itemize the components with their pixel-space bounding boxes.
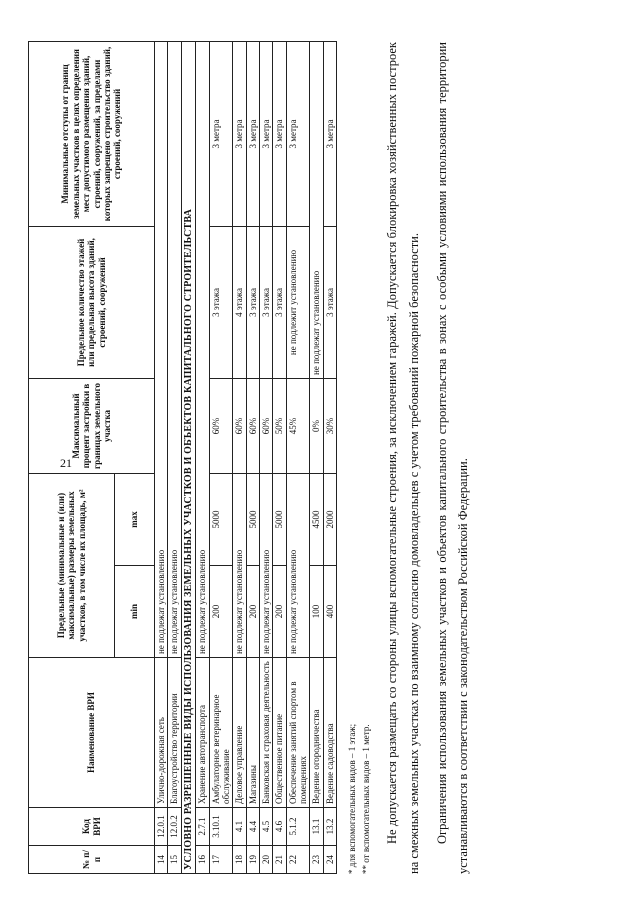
cell-floors: 3 этажа <box>323 226 336 378</box>
cell-code: 13.2 <box>323 808 336 846</box>
cell-code: 4.6 <box>273 808 286 846</box>
cell-num: 23 <box>310 846 323 874</box>
cell-max: 5000 <box>209 473 233 565</box>
cell-max: 2000 <box>323 473 336 565</box>
cell-setback: 3 метра <box>233 41 246 226</box>
cell-code: 5.1.2 <box>286 808 310 846</box>
table-row <box>259 41 272 873</box>
cell-setback: 3 метра <box>286 41 310 226</box>
cell-min: 200 <box>246 566 259 658</box>
cell-coverage: 45% <box>286 378 310 473</box>
cell-floors: 3 этажа <box>209 226 233 378</box>
cell-floors: 3 этажа <box>259 226 272 378</box>
paragraph: Ограничения использования земельных участков и объектов капитального строительства в зонах с особыми условиями использования территории устанавливаются в соответствии с законодательством Российской Федерации. <box>434 42 471 874</box>
cell-coverage: 50% <box>273 378 286 473</box>
table-section-row <box>181 41 196 873</box>
cell-name: Улично-дорожная сеть <box>155 658 168 808</box>
table-header-row <box>29 41 115 873</box>
cell-name: Общественное питание <box>273 658 286 808</box>
cell-num: 19 <box>246 846 259 874</box>
section-title: УСЛОВНО РАЗРЕШЕННЫЕ ВИДЫ ИСПОЛЬЗОВАНИЯ ЗЕМЕЛЬНЫХ УЧАСТКОВ И ОБЪЕКТОВ КАПИТАЛЬНОГО СТРОИТЕЛЬСТВА <box>181 41 196 873</box>
footnotes <box>345 28 374 874</box>
cell-max: 5000 <box>273 473 286 565</box>
cell-span: не подлежат установлению <box>155 41 168 657</box>
cell-size: не подлежат установлению <box>259 473 272 657</box>
cell-coverage: 0% <box>310 378 323 473</box>
table-row <box>246 41 259 873</box>
cell-num: 17 <box>209 846 233 874</box>
table-row <box>168 41 181 873</box>
header-name: Наименование ВРИ <box>29 658 155 808</box>
cell-floors: 3 этажа <box>246 226 259 378</box>
cell-name: Обеспечение занятий спортом в помещениях <box>286 658 310 808</box>
cell-num: 24 <box>323 846 336 874</box>
cell-setback: 3 метра <box>209 41 233 226</box>
cell-num: 21 <box>273 846 286 874</box>
cell-min: 100 <box>310 566 323 658</box>
table-row <box>233 41 246 873</box>
cell-size: не подлежат установлению <box>233 473 246 657</box>
cell-name: Хранение автотранспорта <box>196 658 209 808</box>
cell-setback: 3 метра <box>259 41 272 226</box>
cell-span: не подлежат установлению <box>310 41 323 378</box>
paragraph: Не допускается размещать со стороны улицы вспомогательные строения, за исключением гаражей. Допускается блокировка хозяйственных построек на смежных земельных участках по взаимному согласию домовладельцев с учетом требований пожарной безопасности. <box>384 42 421 874</box>
header-code: Код ВРИ <box>29 808 155 846</box>
cell-floors: 3 этажа <box>273 226 286 378</box>
table-row <box>323 41 336 873</box>
cell-setback: 3 метра <box>273 41 286 226</box>
cell-span: не подлежат установлению <box>196 41 209 657</box>
cell-coverage: 60% <box>233 378 246 473</box>
cell-floors: не подлежит установлению <box>286 226 310 378</box>
cell-name: Ведение садоводства <box>323 658 336 808</box>
table-row <box>273 41 286 873</box>
cell-name: Благоустройство территории <box>168 658 181 808</box>
cell-name: Амбулаторное ветеринарное обслуживание <box>209 658 233 808</box>
cell-code: 4.1 <box>233 808 246 846</box>
cell-size: не подлежат установлению <box>286 473 310 657</box>
cell-setback: 3 метра <box>323 41 336 226</box>
cell-min: 200 <box>273 566 286 658</box>
footnote: ** от вспомогательных видов – 1 метр. <box>361 724 372 874</box>
cell-span: не подлежат установлению <box>168 41 181 657</box>
table-row <box>209 41 233 873</box>
cell-num: 20 <box>259 846 272 874</box>
cell-name: Деловое управление <box>233 658 246 808</box>
cell-name: Ведение огородничества <box>310 658 323 808</box>
cell-floors: 4 этажа <box>233 226 246 378</box>
cell-num: 16 <box>196 846 209 874</box>
cell-name: Банковская и страховая деятельность <box>259 658 272 808</box>
cell-coverage: 30% <box>323 378 336 473</box>
cell-setback: 3 метра <box>246 41 259 226</box>
footnote: * для вспомогательных видов – 1 этаж; <box>346 723 357 874</box>
cell-num: 14 <box>155 846 168 874</box>
header-size: Предельные (минимальные и (или) максимальные) размеры земельных участков, в том числе их площадь, м² <box>29 473 115 657</box>
cell-max: 4500 <box>310 473 323 565</box>
cell-code: 3.10.1 <box>209 808 233 846</box>
table-row <box>155 41 168 873</box>
cell-code: 4.4 <box>246 808 259 846</box>
header-coverage: Максимальный процент застройки в границах земельного участка <box>29 378 155 473</box>
cell-code: 13.1 <box>310 808 323 846</box>
header-num: № п/п <box>29 846 155 874</box>
cell-code: 2.7.1 <box>196 808 209 846</box>
rotated-page-content <box>18 28 618 888</box>
cell-coverage: 60% <box>209 378 233 473</box>
cell-num: 15 <box>168 846 181 874</box>
cell-max: 5000 <box>246 473 259 565</box>
table-row <box>196 41 209 873</box>
cell-num: 18 <box>233 846 246 874</box>
cell-code: 12.0.1 <box>155 808 168 846</box>
cell-min: 200 <box>209 566 233 658</box>
table-row <box>310 41 323 873</box>
header-setback: Минимальные отступы от границ земельных участков в целях определения мест допустимого размещения зданий, строений, сооружений, за пределами которых запрещено строительство зданий, строений, сооружений <box>29 41 155 226</box>
header-max: max <box>115 473 155 565</box>
body-text <box>382 42 476 874</box>
page-number: 21 <box>60 456 72 470</box>
header-min: min <box>115 566 155 658</box>
cell-code: 12.0.2 <box>168 808 181 846</box>
table-row <box>286 41 310 873</box>
cell-code: 4.5 <box>259 808 272 846</box>
header-floors: Предельное количество этажей или предельная высота зданий, строений, сооружений <box>29 226 155 378</box>
vri-table <box>28 41 337 874</box>
cell-coverage: 60% <box>259 378 272 473</box>
cell-num: 22 <box>286 846 310 874</box>
cell-coverage: 60% <box>246 378 259 473</box>
cell-name: Магазины <box>246 658 259 808</box>
cell-min: 400 <box>323 566 336 658</box>
